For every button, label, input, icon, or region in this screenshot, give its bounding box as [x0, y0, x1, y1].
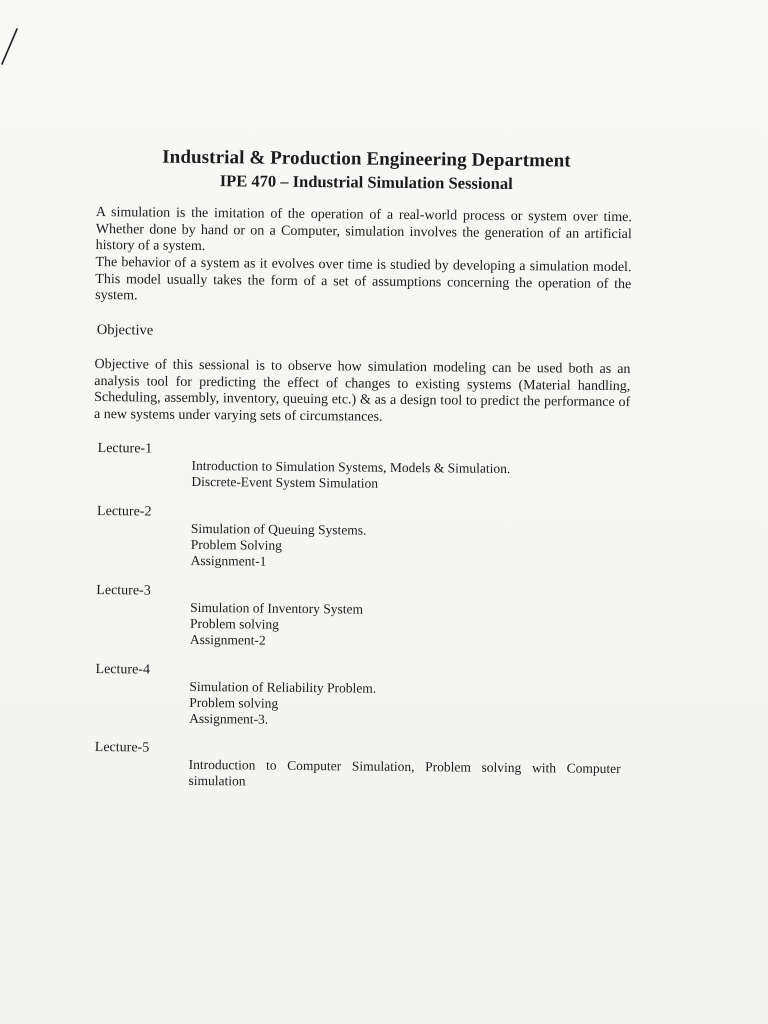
lecture-topic: Simulation of Inventory System [190, 599, 364, 617]
lecture-topic: Problem Solving [190, 536, 282, 553]
department-title: Industrial & Production Engineering Department [162, 146, 571, 172]
lecture-topic: Assignment-1 [190, 552, 267, 569]
lecture-topic: Discrete-Event System Simulation [191, 473, 379, 491]
lecture-label: Lecture-3 [96, 583, 151, 599]
lecture-4-section [92, 662, 632, 727]
lecture-2-section [93, 504, 633, 569]
lecture-topic: Simulation of Reliability Problem. [189, 678, 377, 696]
intro-paragraph-2: The behavior of a system as it evolves over time is studied by developing a simulation model. This model usually takes the form of a set of assumptions concerning the operation of the system. [95, 254, 632, 304]
lecture-label: Lecture-4 [95, 662, 151, 678]
lecture-topic: Problem solving [189, 694, 279, 711]
document-header [96, 146, 636, 195]
objective-heading: Objective [96, 322, 154, 339]
lecture-topics [191, 521, 623, 573]
lecture-label: Lecture-5 [94, 740, 150, 756]
lecture-topics [190, 600, 622, 652]
objective-paragraph: Objective of this sessional is to observe how simulation modeling can be used both as an analysis tool for predicting the effect of changes to existing systems (Material handling, Scheduling, assembly, inventory, queuing etc.) & as a design tool to predict the performance of a new systems under varying sets of circumstances. [93, 356, 631, 425]
document-body [93, 0, 638, 789]
lecture-topic: Simulation of Queuing Systems. [190, 520, 367, 538]
course-title: IPE 470 – Industrial Simulation Sessional [219, 171, 513, 193]
lecture-topics [188, 757, 620, 793]
lecture-topic: Introduction to Computer Simulation, Problem solving with Computer simulation [188, 756, 621, 789]
lecture-topic: Introduction to Simulation Systems, Models & Simulation. [191, 457, 511, 476]
lecture-topics [189, 679, 621, 731]
intro-paragraph-1: A simulation is the imitation of the operation of a real-world process or system over time. Whether done by hand or on a Computer, simulation involves the generation of an artificial history of a system. [95, 204, 633, 255]
lecture-topics [191, 458, 623, 494]
lecture-label: Lecture-2 [97, 504, 152, 520]
lecture-topic: Problem solving [189, 615, 279, 632]
lecture-topic: Assignment-2 [189, 631, 266, 648]
lecture-label: Lecture-1 [97, 441, 153, 457]
lecture-5-section [91, 740, 631, 789]
pen-stroke-mark [0, 0, 30, 70]
lecture-3-section [92, 583, 632, 648]
lecture-1-section [94, 441, 634, 491]
lecture-topic: Assignment-3. [189, 710, 269, 727]
